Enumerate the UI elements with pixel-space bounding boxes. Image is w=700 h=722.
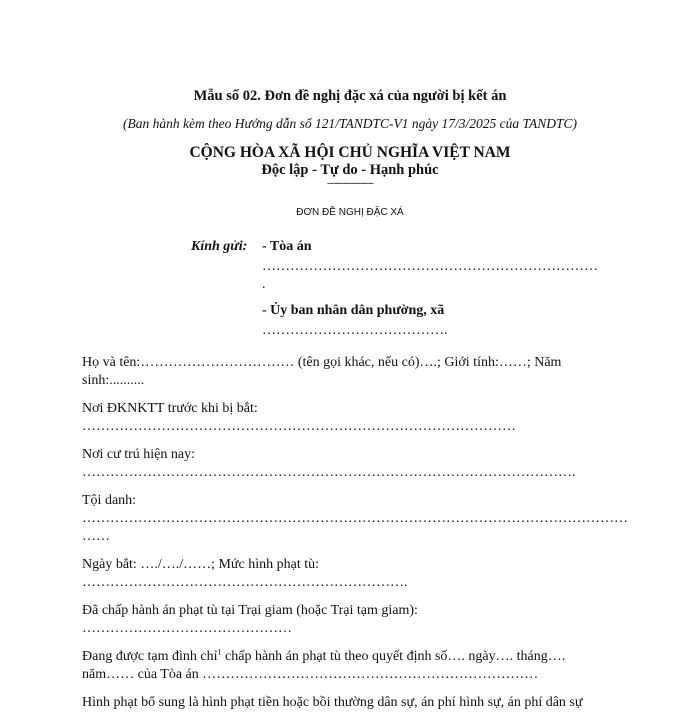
serving-line: Đã chấp hành án phạt tù tại Trại giam (hoặc Trại tạm giam):: [82, 603, 418, 618]
serving-blank: ………………………………………: [82, 621, 292, 636]
applicant-fields: [82, 354, 628, 722]
crime-label: Tội danh:: [82, 493, 137, 508]
residence-before-blank: …………………………………………………………………………………: [82, 419, 516, 434]
suspension-field: [82, 648, 622, 684]
serving-field: [82, 602, 622, 638]
suspension-line-2: năm…… của Tòa án ………………………………………………………………: [82, 667, 539, 682]
supplementary-line: Hình phạt bổ sung là hình phạt tiền hoặc bồi thường dân sự, án phí hình sự, án phí dân sự: [82, 695, 583, 710]
current-residence-blank: …………………………………………………………………………………………….: [82, 465, 576, 480]
current-residence-field: [82, 446, 622, 482]
recipient-ward-blank: ………………………………….: [262, 323, 448, 338]
suspension-line: [82, 648, 622, 666]
crime-field: [82, 492, 628, 546]
footnote-marker: 1: [217, 647, 222, 657]
recipient-ward: - Ủy ban nhân dân phường, xã: [262, 303, 445, 318]
crime-blank-end: ……: [82, 529, 110, 544]
name-line: Họ và tên:…………………………… (tên gọi khác, nếu có)….; Giới tính:……; Năm: [82, 355, 562, 370]
birth-year-line: sinh:..........: [82, 373, 145, 388]
supplementary-field: [82, 694, 622, 712]
form-title: Mẫu số 02. Đơn đề nghị đặc xá của người bị kết án: [193, 88, 507, 104]
recipient-label: Kính gửi:: [191, 239, 248, 254]
national-motto: Độc lập - Tự do - Hạnh phúc: [261, 162, 439, 178]
arrest-field: [82, 556, 622, 592]
sentence-blank: …………………………………………………………….: [82, 575, 408, 590]
document-title: ĐƠN ĐỀ NGHỊ ĐẶC XÁ: [296, 207, 404, 218]
residence-before-label: Nơi ĐKNKTT trước khi bị bắt:: [82, 401, 258, 416]
recipient-court-blank-end: .: [262, 277, 266, 292]
arrest-line: Ngày bắt: …./…./……; Mức hình phạt tù:: [82, 557, 320, 572]
crime-blank: ………………………………………………………………………………………………………: [82, 511, 628, 526]
suspension-text: Đang được tạm đình chỉ: [82, 649, 218, 664]
issued-note: (Ban hành kèm theo Hướng dẫn số 121/TANDTC-V1 ngày 17/3/2025 của TANDTC): [123, 116, 577, 131]
motto-underline: —————: [327, 178, 373, 189]
national-title: CỘNG HÒA XÃ HỘI CHỦ NGHĨA VIỆT NAM: [189, 144, 511, 161]
suspension-text-cont: chấp hành án phạt tù theo quyết định số…. ngày…. tháng….: [221, 649, 566, 664]
residence-before-field: [82, 400, 622, 436]
name-field: [82, 354, 622, 390]
recipient-court: - Tòa án: [262, 239, 312, 254]
current-residence-label: Nơi cư trú hiện nay:: [82, 447, 195, 462]
recipient-court-blank: ………………………………………………………………: [262, 259, 598, 274]
